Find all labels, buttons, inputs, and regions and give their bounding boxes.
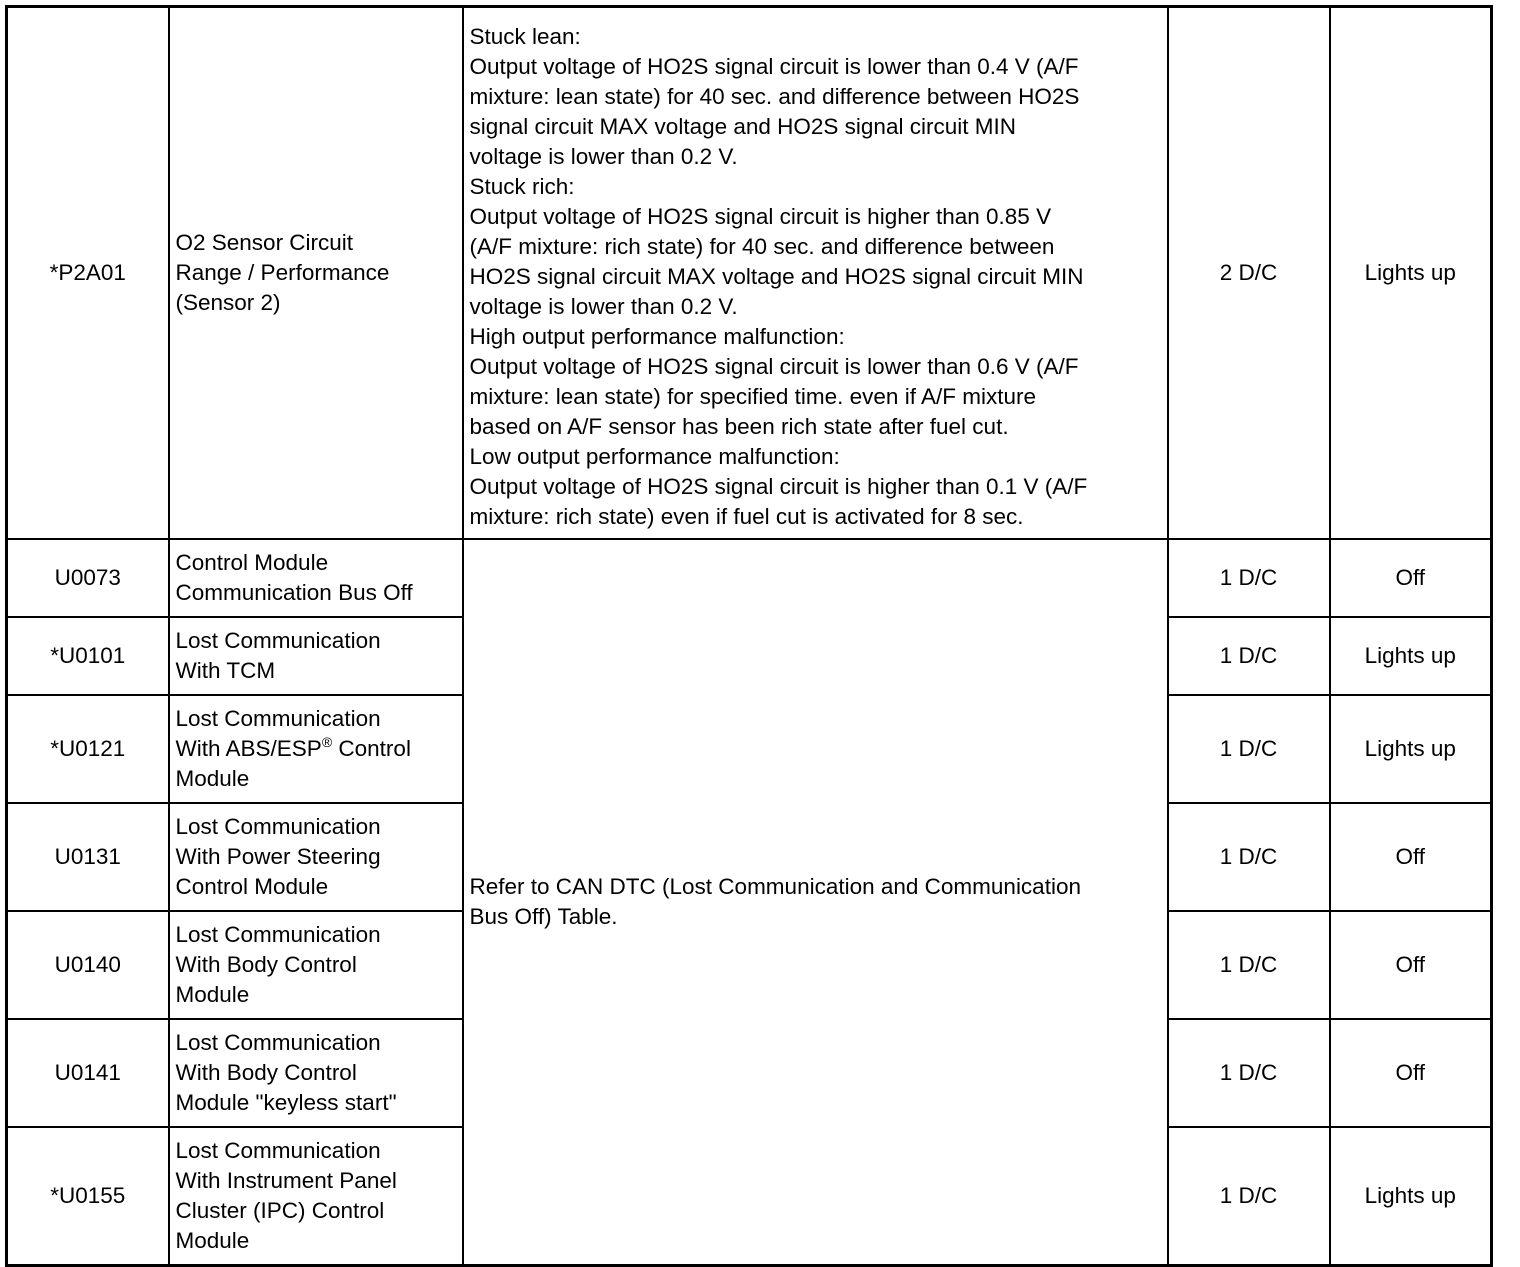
dtc-name-line: With TCM (175, 658, 276, 683)
dtc-code-cell: *P2A01 (7, 7, 169, 540)
condition-line: mixture: lean state) for specified time. even if A/F mixture (469, 384, 1036, 409)
detecting-condition-cell (463, 7, 1168, 540)
dtc-code-cell: *U0155 (7, 1127, 169, 1265)
condition-line: mixture: rich state) even if fuel cut is activated for 8 sec. (469, 504, 1024, 529)
dtc-name-cell (169, 911, 463, 1019)
detecting-logic-cell: 1 D/C (1168, 695, 1330, 803)
mil-status-cell: Lights up (1330, 695, 1492, 803)
condition-line: High output performance malfunction: (469, 324, 845, 349)
condition-line: voltage is lower than 0.2 V. (469, 294, 738, 319)
condition-line: (A/F mixture: rich state) for 40 sec. and difference between (469, 234, 1055, 259)
dtc-name-line: With Body Control (175, 1060, 357, 1085)
dtc-name-line: (Sensor 2) (175, 290, 281, 315)
dtc-name-line: With Power Steering (175, 844, 381, 869)
dtc-name-line: Module (175, 1227, 250, 1253)
can-reference-cell (463, 539, 1168, 1265)
dtc-name-line: Control Module (175, 874, 329, 899)
mil-status-cell: Off (1330, 1019, 1492, 1127)
dtc-code-cell: U0131 (7, 803, 169, 911)
dtc-name-line: Lost Communication (175, 1030, 381, 1055)
mil-status-cell: Off (1330, 803, 1492, 911)
dtc-name-line: Lost Communication (175, 628, 381, 653)
condition-line: Stuck rich: (469, 174, 575, 199)
dtc-name-line: Lost Communication (175, 1137, 381, 1163)
dtc-name-line: O2 Sensor Circuit (175, 230, 354, 255)
dtc-name-cell (169, 617, 463, 695)
dtc-name-line: Module (175, 766, 250, 791)
mil-status-cell: Lights up (1330, 617, 1492, 695)
dtc-code-cell: U0073 (7, 539, 169, 617)
detecting-logic-cell: 1 D/C (1168, 803, 1330, 911)
dtc-name-line: With ABS/ESP (175, 736, 322, 761)
condition-line: voltage is lower than 0.2 V. (469, 144, 738, 169)
dtc-name-cell (169, 1019, 463, 1127)
condition-line: HO2S signal circuit MAX voltage and HO2S signal circuit MIN (469, 264, 1084, 289)
condition-line: Output voltage of HO2S signal circuit is higher than 0.85 V (469, 204, 1052, 229)
mil-status-cell: Off (1330, 539, 1492, 617)
table-row (7, 539, 1492, 617)
can-reference-line: Bus Off) Table. (469, 903, 618, 929)
condition-line: Output voltage of HO2S signal circuit is lower than 0.4 V (A/F (469, 54, 1079, 79)
dtc-code-cell: U0140 (7, 911, 169, 1019)
dtc-name-line: With Instrument Panel (175, 1167, 397, 1193)
dtc-name-cell (169, 695, 463, 803)
mil-status-cell: Lights up (1330, 7, 1492, 540)
dtc-name-line: Cluster (IPC) Control (175, 1197, 385, 1223)
dtc-name-cell (169, 7, 463, 540)
detecting-logic-cell: 1 D/C (1168, 539, 1330, 617)
dtc-name-line: Lost Communication (175, 706, 381, 731)
condition-line: Output voltage of HO2S signal circuit is lower than 0.6 V (A/F (469, 354, 1079, 379)
dtc-code-cell: *U0121 (7, 695, 169, 803)
detecting-logic-cell: 1 D/C (1168, 1127, 1330, 1265)
registered-mark: ® (321, 734, 333, 750)
detecting-logic-cell: 1 D/C (1168, 1019, 1330, 1127)
detecting-logic-cell: 2 D/C (1168, 7, 1330, 540)
dtc-code-cell: U0141 (7, 1019, 169, 1127)
detecting-condition-text (470, 8, 1161, 538)
dtc-name-line: Lost Communication (175, 922, 381, 947)
detecting-logic-cell: 1 D/C (1168, 617, 1330, 695)
dtc-code-cell: *U0101 (7, 617, 169, 695)
condition-line: Stuck lean: (469, 24, 581, 49)
dtc-name-line: Module "keyless start" (175, 1090, 397, 1115)
condition-line: signal circuit MAX voltage and HO2S signal circuit MIN (469, 114, 1016, 139)
dtc-name-line: With Body Control (175, 952, 357, 977)
dtc-name-line: Range / Performance (175, 260, 390, 285)
condition-line: mixture: lean state) for 40 sec. and difference between HO2S (469, 84, 1080, 109)
dtc-name-line: Control (338, 736, 411, 761)
dtc-name-cell (169, 803, 463, 911)
table-row (7, 7, 1492, 540)
dtc-name-cell (169, 539, 463, 617)
condition-line: Low output performance malfunction: (469, 444, 840, 469)
dtc-table (5, 5, 1493, 1267)
dtc-name-line: Lost Communication (175, 814, 381, 839)
dtc-name-line: Control Module (175, 550, 329, 575)
mil-status-cell: Lights up (1330, 1127, 1492, 1265)
can-reference-line: Refer to CAN DTC (Lost Communication and Communication (469, 873, 1081, 899)
dtc-name-line: Communication Bus Off (175, 580, 413, 605)
mil-status-cell: Off (1330, 911, 1492, 1019)
condition-line: Output voltage of HO2S signal circuit is higher than 0.1 V (A/F (469, 474, 1088, 499)
dtc-name-cell (169, 1127, 463, 1265)
dtc-name-line: Module (175, 982, 250, 1007)
condition-line: based on A/F sensor has been rich state after fuel cut. (469, 414, 1009, 439)
detecting-logic-cell: 1 D/C (1168, 911, 1330, 1019)
